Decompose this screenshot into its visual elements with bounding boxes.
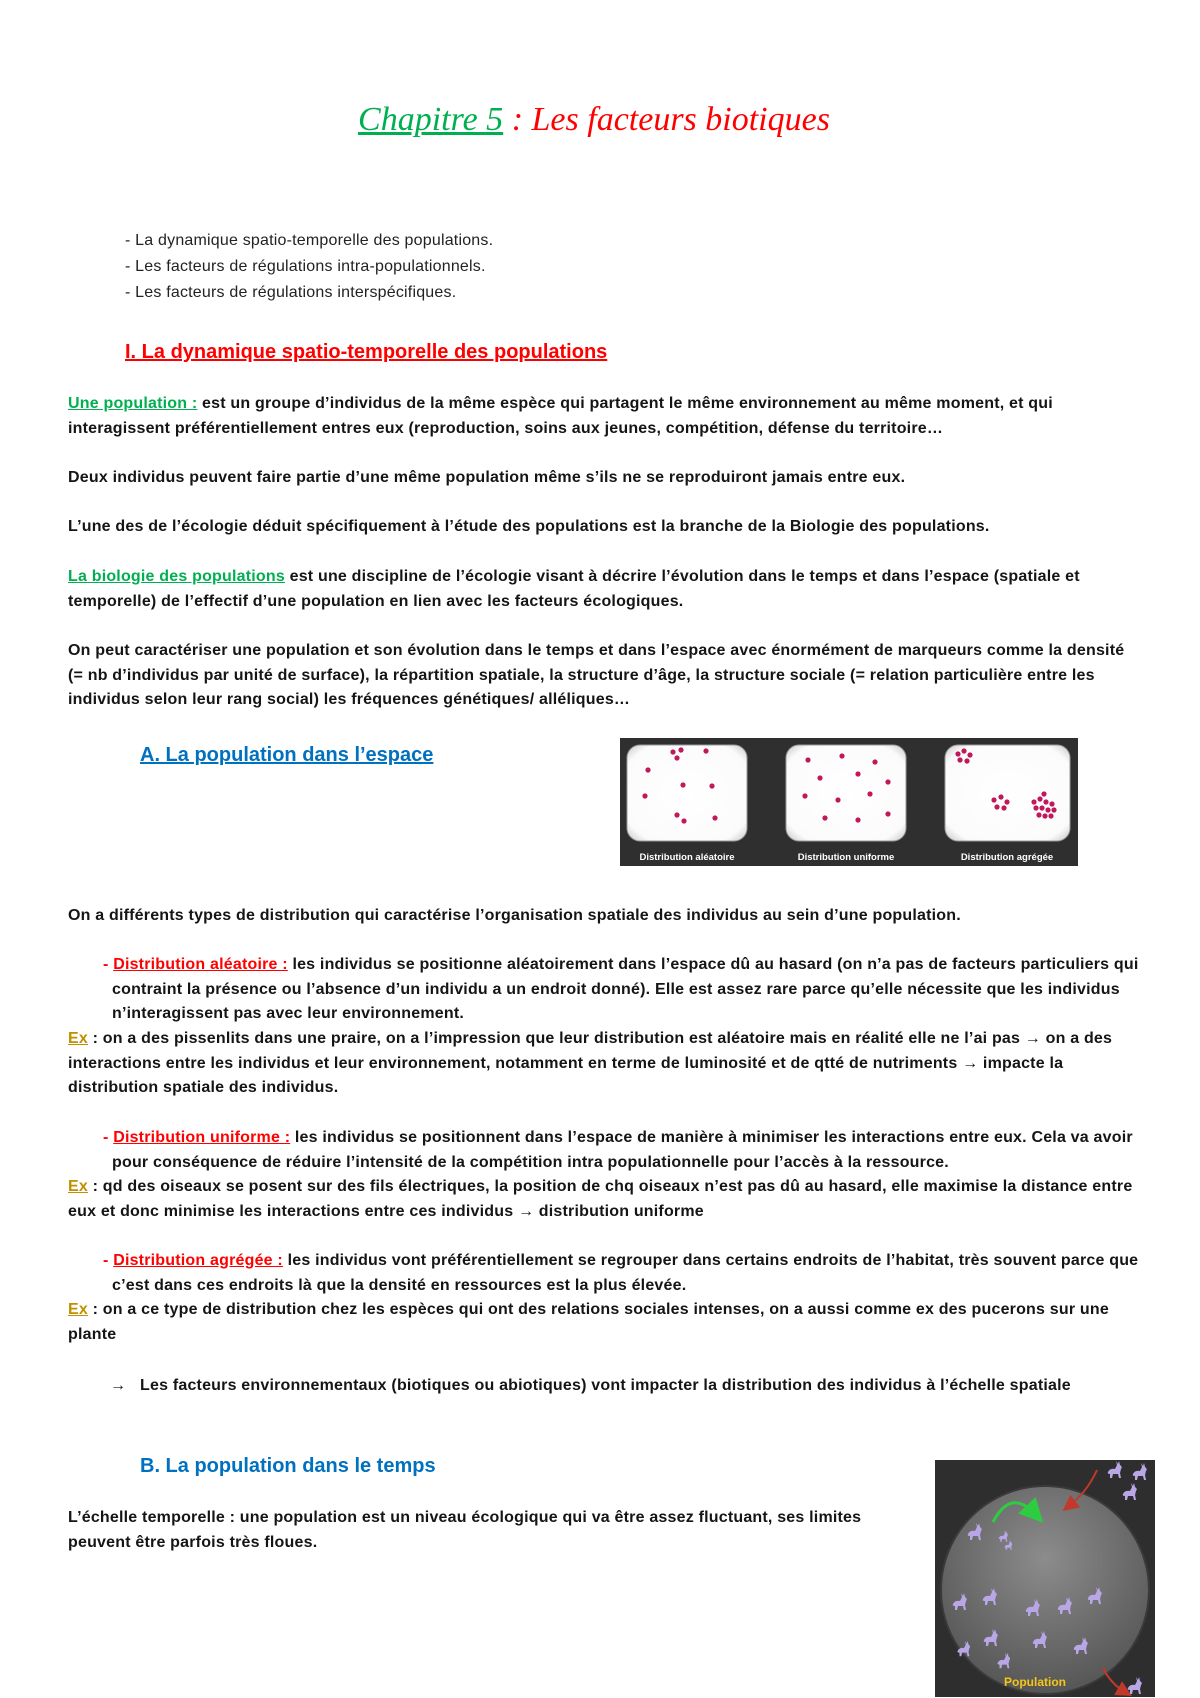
individual-dot: [1043, 799, 1048, 804]
example-text: : on a ce type de distribution chez les espèces qui ont des relations sociales intenses, on a aussi comme ex des pucerons sur une plante: [68, 1301, 1109, 1343]
individual-dot: [1037, 796, 1042, 801]
example-label: Ex: [68, 1301, 88, 1318]
individual-dot: [1001, 805, 1006, 810]
conclusion-text: Les facteurs environnementaux (biotiques ou abiotiques) vont impacter la distribution des individus à l’échelle spatiale: [140, 1377, 1071, 1394]
individual-dot: [1036, 812, 1041, 817]
individual-dot: [994, 804, 999, 809]
figure-label-uniform: Distribution uniforme: [797, 852, 895, 863]
distribution-item-uniform: [103, 1126, 1142, 1175]
paragraph-temporal-scale: L’échelle temporelle : une population est un niveau écologique qui va être assez fluctuant, ses limites peuvent être parfois très floues.: [68, 1509, 862, 1551]
distribution-item-random: [103, 953, 1142, 1027]
term-population-biology: La biologie des populations: [68, 568, 285, 585]
term-random-distribution: Distribution aléatoire :: [113, 956, 288, 973]
individual-dot: [855, 817, 860, 822]
example-uniform: [68, 1175, 1133, 1224]
population-label: Population: [1004, 1675, 1066, 1689]
distribution-types-figure: [620, 738, 1078, 866]
individual-dot: [670, 749, 675, 754]
example-random: [68, 1027, 1133, 1101]
paragraph-markers: On peut caractériser une population et son évolution dans le temps et dans l’espace avec énormément de marqueurs comme la densité (= nb d’individus par unité de surface), la répartition spatiale, la structure d’âge, la structure sociale (= relation particulière entre les individus selon leur rang social) les fréquences génétiques/ alléliques…: [68, 642, 1125, 708]
term-clumped-distribution: Distribution agrégée :: [113, 1252, 283, 1269]
individual-dot: [991, 797, 996, 802]
individual-dot: [1049, 801, 1054, 806]
example-text: : qd des oiseaux se posent sur des fils électriques, la position de chq oiseaux n’est pas dû au hasard, elle maximise la distance entre eux et donc minimise les interactions entre ces individus → distribution uniforme: [68, 1178, 1133, 1220]
section-heading-1: I. La dynamique spatio-temporelle des populations: [125, 341, 608, 363]
paragraph-distribution-intro: On a différents types de distribution qui caractérise l’organisation spatiale des individus au sein d’une population.: [68, 907, 961, 924]
section-heading-a: A. La population dans l’espace: [140, 744, 434, 766]
term-population: Une population :: [68, 395, 198, 412]
individual-dot: [1004, 799, 1009, 804]
individual-dot: [681, 818, 686, 823]
item-text: les individus se positionnent dans l’espace de manière à minimiser les interactions entre eux. Cela va avoir pour conséquence de réduire l’intensité de la compétition intra populationnelle pour l’accès à la ressource.: [112, 1129, 1133, 1171]
individual-dot: [998, 794, 1003, 799]
individual-dot: [1039, 805, 1044, 810]
example-text: : on a des pissenlits dans une praire, on a l’impression que leur distribution est aléatoire mais en réalité elle ne l’ai pas → on a des interactions entre les individus et leur environnement, notamment en terme de luminosité et de qtté de nutriments → impacte la distribution spatiale des individus.: [68, 1030, 1113, 1096]
individual-dot: [674, 812, 679, 817]
individual-dot: [1041, 791, 1046, 796]
individual-dot: [961, 748, 966, 753]
paragraph-text: est une discipline de l’écologie visant à décrire l’évolution dans le temps et dans l’espace (spatiale et temporelle) de l’effectif d’une population en lien avec les facteurs écologiques.: [68, 568, 1080, 610]
outline-item: - Les facteurs de régulations intra-populationnels.: [125, 258, 486, 275]
panel-random: [627, 745, 747, 841]
individual-dot: [885, 811, 890, 816]
section-heading-b: B. La population dans le temps: [140, 1455, 436, 1477]
item-text: les individus se positionne aléatoirement dans l’espace dû au hasard (on n’a pas de facteurs particuliers qui contraint la présence ou l’absence d’un individu a un endroit donné). Elle est assez rare parce qu’elle nécessite que les individus n’interagissent pas avec leur environnement.: [112, 956, 1139, 1022]
individual-dot: [645, 767, 650, 772]
individual-dot: [802, 793, 807, 798]
panel-clumped: [945, 745, 1070, 841]
individual-dot: [805, 757, 810, 762]
panel-uniform: [786, 745, 906, 841]
chapter-number: Chapitre 5: [358, 101, 504, 138]
outline-item: - La dynamique spatio-temporelle des populations.: [125, 232, 494, 249]
arrow-icon: →: [110, 1377, 127, 1394]
figure-label-clumped: Distribution agrégée: [960, 852, 1054, 863]
page-title: [0, 100, 1188, 140]
individual-dot: [709, 783, 714, 788]
population-circle: [941, 1486, 1149, 1694]
individual-dot: [1051, 807, 1056, 812]
distribution-item-clumped: [103, 1249, 1142, 1298]
item-dash: -: [103, 1129, 114, 1146]
chapter-outline: [125, 228, 493, 306]
individual-dot: [885, 779, 890, 784]
individual-dot: [872, 759, 877, 764]
individual-dot: [839, 753, 844, 758]
item-dash: -: [103, 1252, 114, 1269]
individual-dot: [674, 755, 679, 760]
individual-dot: [817, 775, 822, 780]
individual-dot: [955, 751, 960, 756]
outline-item: - Les facteurs de régulations interspécifiques.: [125, 284, 457, 301]
paragraph-text: est un groupe d’individus de la même espèce qui partagent le même environnement au même moment, et qui interagissent préférentiellement entres eux (reproduction, soins aux jeunes, compétition, défense du territoire…: [68, 395, 1053, 437]
individual-dot: [1045, 807, 1050, 812]
individual-dot: [967, 752, 972, 757]
chapter-subject: : Les facteurs biotiques: [503, 101, 830, 138]
individual-dot: [1042, 813, 1047, 818]
individual-dot: [680, 782, 685, 787]
example-label: Ex: [68, 1178, 88, 1195]
individual-dot: [712, 815, 717, 820]
example-label: Ex: [68, 1030, 88, 1047]
individual-dot: [822, 815, 827, 820]
item-text: les individus vont préférentiellement se regrouper dans certains endroits de l’habitat, très souvent parce que c’est dans ces endroits là que la densité en ressources est la plus élevée.: [112, 1252, 1139, 1294]
paragraph-individuals: Deux individus peuvent faire partie d’une même population même s’ils ne se reproduiront jamais entre eux.: [68, 469, 906, 486]
item-dash: -: [103, 956, 114, 973]
example-clumped: [68, 1298, 1133, 1347]
figure-label-random: Distribution aléatoire: [639, 852, 735, 863]
paragraph-population-biology: [68, 565, 1133, 614]
individual-dot: [1048, 813, 1053, 818]
term-uniform-distribution: Distribution uniforme :: [113, 1129, 291, 1146]
paragraph-population-definition: [68, 392, 1133, 441]
individual-dot: [1033, 805, 1038, 810]
individual-dot: [835, 797, 840, 802]
individual-dot: [703, 748, 708, 753]
paragraph-branch: L’une des de l’écologie déduit spécifiquement à l’étude des populations est la branche de la Biologie des populations.: [68, 518, 990, 535]
individual-dot: [855, 771, 860, 776]
individual-dot: [1031, 799, 1036, 804]
population-dynamics-figure: [935, 1460, 1155, 1697]
individual-dot: [867, 791, 872, 796]
individual-dot: [957, 757, 962, 762]
individual-dot: [678, 747, 683, 752]
individual-dot: [964, 758, 969, 763]
individual-dot: [642, 793, 647, 798]
